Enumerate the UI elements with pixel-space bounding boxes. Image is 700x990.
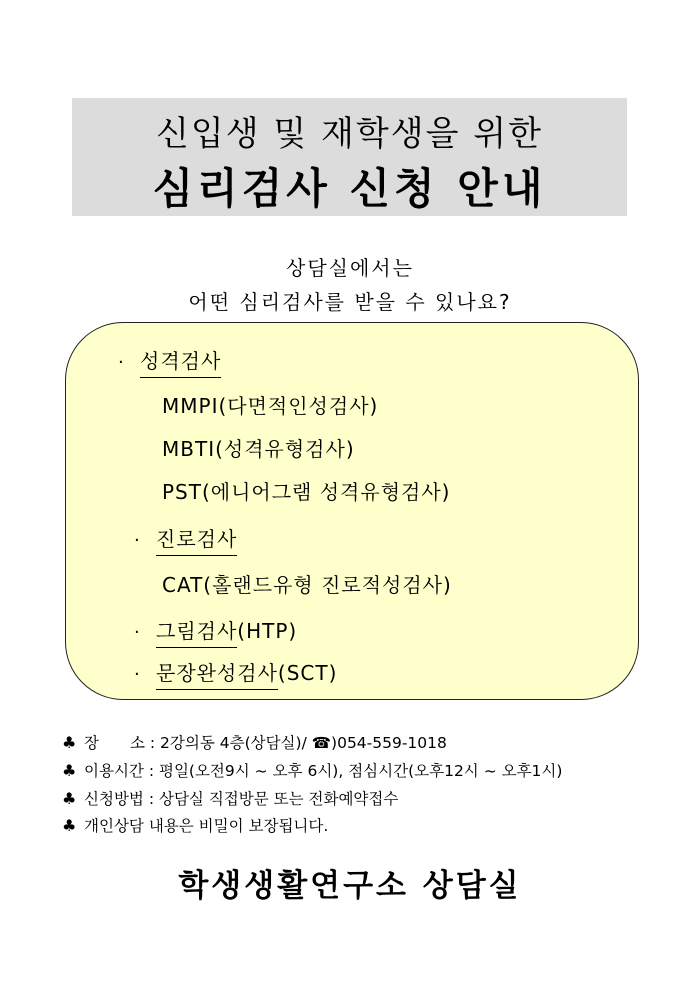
title-heading: 심리검사 신청 안내 (152, 164, 547, 213)
test-item-mbti: MBTI(성격유형검사) (162, 437, 355, 461)
title-banner (72, 98, 627, 216)
category-suffix-htp: (HTP) (237, 619, 298, 643)
info-text: 장 소 : 2강의동 4층(상담실)/ ☎)054-559-1018 (84, 734, 447, 752)
info-apply (62, 787, 398, 809)
footer-organization: 학생생활연구소 상담실 (178, 868, 522, 904)
info-hours (62, 759, 562, 781)
club-icon: ♣ (62, 789, 77, 808)
category-drawing (134, 615, 297, 648)
category-suffix-sct: (SCT) (277, 661, 338, 685)
category-personality (118, 345, 221, 378)
category-label-drawing: 그림검사 (156, 615, 237, 648)
category-label-personality: 성격검사 (140, 345, 221, 378)
club-icon: ♣ (62, 733, 77, 752)
test-list-panel (65, 322, 639, 700)
test-item-mmpi: MMPI(다면적인성검사) (162, 394, 379, 418)
intro-line-2: 어떤 심리검사를 받을 수 있나요? (188, 290, 512, 314)
info-text: 개인상담 내용은 비밀이 보장됩니다. (84, 817, 329, 835)
bullet: · (134, 664, 141, 685)
info-location (62, 731, 447, 753)
test-item-cat: CAT(홀랜드유형 진로적성검사) (162, 573, 452, 597)
info-privacy (62, 814, 328, 836)
category-career (134, 523, 237, 556)
club-icon: ♣ (62, 816, 77, 835)
info-text: 이용시간 : 평일(오전9시 ~ 오후 6시), 점심시간(오후12시 ~ 오후1시) (84, 762, 563, 780)
category-sentence (134, 657, 337, 690)
test-item-pst: PST(에니어그램 성격유형검사) (162, 480, 451, 504)
bullet: · (134, 622, 141, 643)
club-icon: ♣ (62, 761, 77, 780)
category-label-career: 진로검사 (156, 523, 237, 556)
bullet: · (118, 352, 125, 373)
category-label-sentence: 문장완성검사 (156, 657, 278, 690)
intro-line-1: 상담실에서는 (286, 256, 414, 280)
info-text: 신청방법 : 상담실 직접방문 또는 전화예약접수 (84, 790, 399, 808)
title-subheading: 신입생 및 재학생을 위한 (156, 114, 543, 154)
bullet: · (134, 530, 141, 551)
